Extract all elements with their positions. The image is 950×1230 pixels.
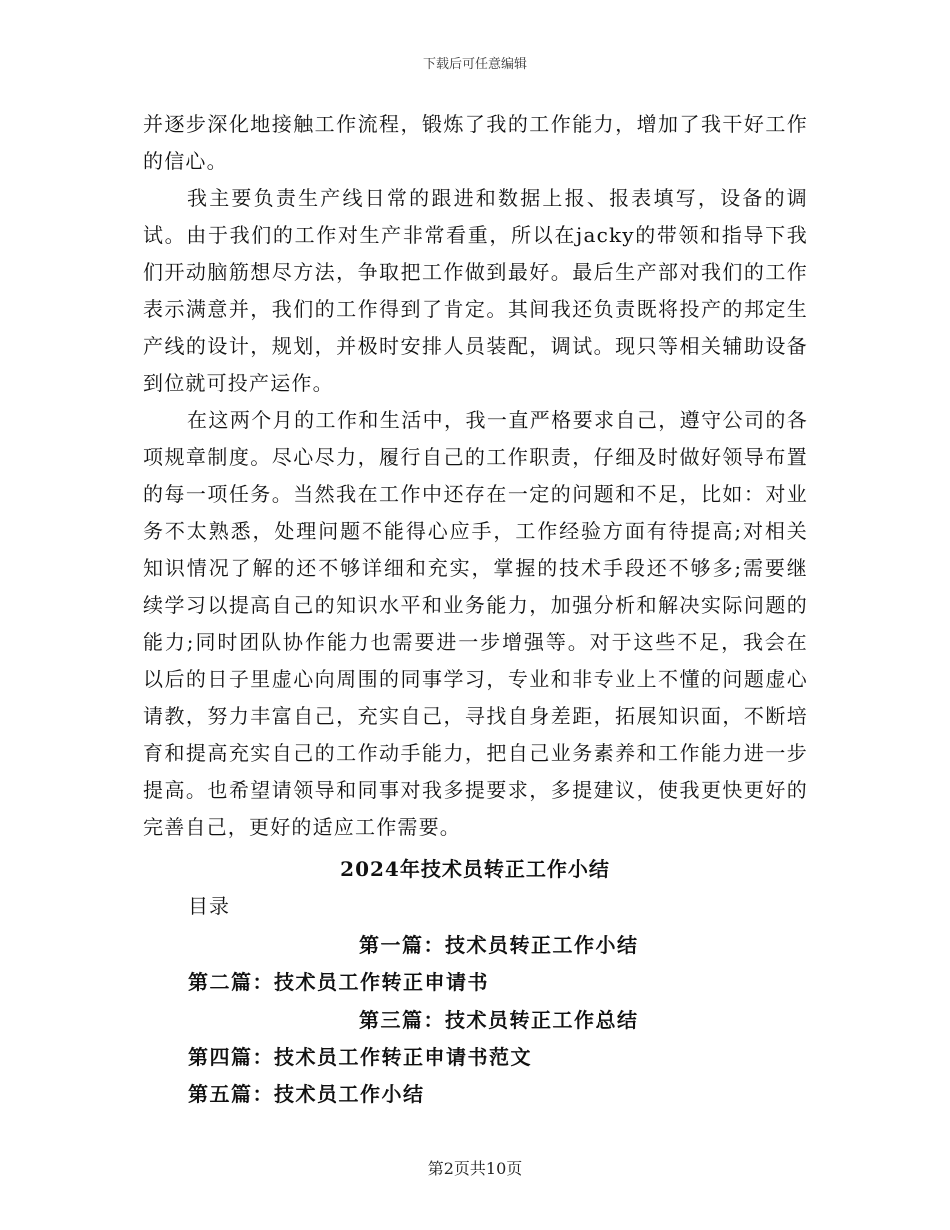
toc-item[interactable]: 第四篇：技术员工作转正申请书范文: [188, 1045, 532, 1069]
document-title: 2024年技术员转正工作小结: [340, 857, 610, 881]
paragraph-self-assessment: 在这两个月的工作和生活中，我一直严格要求自己，遵守公司的各项规章制度。尽心尽力，履行自己的工作职责，仔细及时做好领导布置的每一项任务。当然我在工作中还存在一定的问题和不足，比如：对业务不太熟悉，处理问题不能得心应手，工作经验方面有待提高;对相关知识情况了解的还不够详细和充实，掌握的技术手段还不够多;需要继续学习以提高自己的知识水平和业务能力，加强分析和解决实际问题的能力;同时团队协作能力也需要进一步增强等。对于这些不足，我会在以后的日子里虚心向周围的同事学习，专业和非专业上不懂的问题虚心请教，努力丰富自己，充实自己，寻找自身差距，拓展知识面，不断培育和提高充实自己的工作动手能力，把自己业务素养和工作能力进一步提高。也希望请领导和同事对我多提要求，多提建议，使我更快更好的完善自己，更好的适应工作需要。: [143, 408, 808, 839]
paragraph-continuation: 并逐步深化地接触工作流程，锻炼了我的工作能力，增加了我干好工作的信心。: [143, 112, 808, 173]
toc-item[interactable]: 第三篇：技术员转正工作总结: [359, 1008, 639, 1032]
body-text: [143, 106, 808, 846]
toc-item[interactable]: 第一篇：技术员转正工作小结: [359, 933, 639, 957]
paragraph-responsibilities: 我主要负责生产线日常的跟进和数据上报、报表填写，设备的调试。由于我们的工作对生产非常看重，所以在jacky的带领和指导下我们开动脑筋想尽方法，争取把工作做到最好。最后生产部对我们的工作表示满意并，我们的工作得到了肯定。其间我还负责既将投产的邦定生产线的设计，规划，并极时安排人员装配，调试。现只等相关辅助设备到位就可投产运作。: [143, 186, 808, 395]
page-number: 第2页共10页: [427, 1159, 523, 1178]
toc-item[interactable]: 第二篇：技术员工作转正申请书: [188, 970, 489, 994]
page-header-note: 下载后可任意编辑: [422, 57, 527, 72]
toc-heading: 目录: [188, 894, 230, 918]
toc-item[interactable]: 第五篇：技术员工作小结: [188, 1082, 425, 1106]
